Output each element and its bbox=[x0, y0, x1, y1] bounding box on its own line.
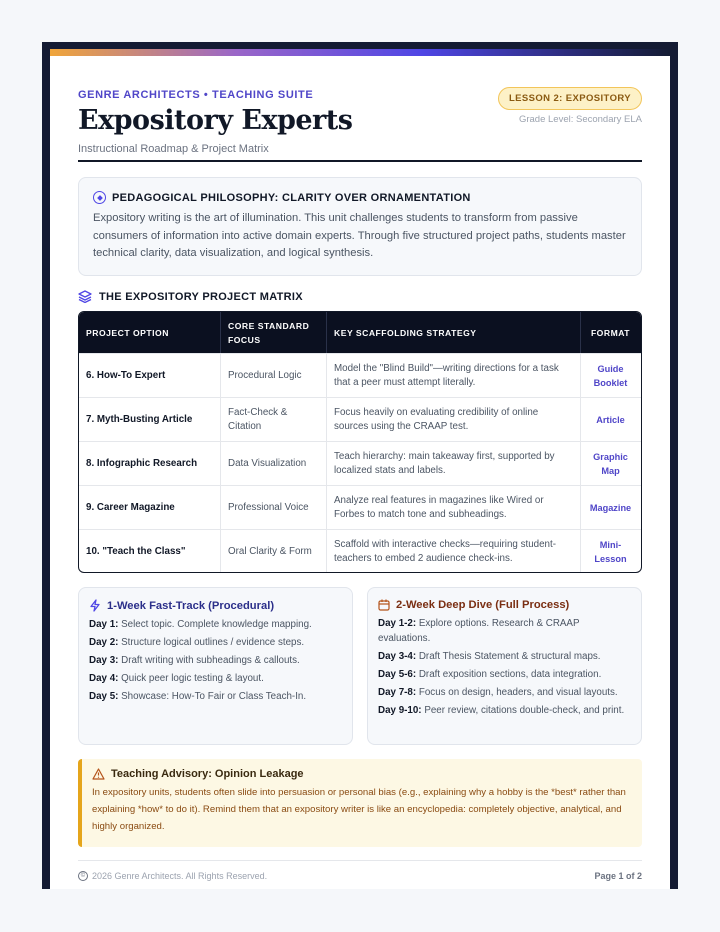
table-row bbox=[79, 529, 641, 573]
day-label: Day 3: bbox=[89, 655, 119, 666]
calendar-icon bbox=[378, 599, 390, 611]
table-header-row bbox=[79, 312, 641, 353]
teaching-advisory bbox=[78, 759, 642, 847]
deep-dive-title: 2-Week Deep Dive (Full Process) bbox=[396, 599, 570, 611]
format-label: Guide Booklet bbox=[593, 363, 628, 388]
day-task: Draft writing with subheadings & callouts. bbox=[121, 655, 300, 666]
day-task: Showcase: How-To Fair or Class Teach-In. bbox=[121, 691, 307, 702]
day-task: Quick peer logic testing & layout. bbox=[121, 673, 264, 684]
philosophy-body: Expository writing is the art of illumination. This unit challenges students to transform from passive consumers of information into active domain experts. Through five structured project paths, students master technical clarity, data visualization, and logical synthesis. bbox=[93, 212, 626, 259]
column-header: CORE STANDARD FOCUS bbox=[221, 312, 327, 353]
day-task: Peer review, citations double-check, and print. bbox=[424, 704, 625, 716]
advisory-title: Teaching Advisory: Opinion Leakage bbox=[111, 768, 304, 780]
project-option: 9. Career Magazine bbox=[79, 486, 221, 529]
matrix-heading-row bbox=[78, 290, 303, 303]
day-label: Day 4: bbox=[89, 673, 119, 684]
schedule-item bbox=[378, 617, 631, 646]
schedule-item bbox=[378, 704, 631, 719]
header-divider bbox=[78, 160, 642, 162]
scaffolding-strategy: Focus heavily on evaluating credibility of online sources using the CRAAP test. bbox=[327, 398, 581, 441]
gradient-top-bar bbox=[50, 49, 670, 56]
schedule-item bbox=[378, 668, 631, 683]
copyright bbox=[78, 871, 267, 881]
day-task: Draft exposition sections, data integration. bbox=[418, 668, 602, 680]
lightning-icon bbox=[89, 599, 101, 612]
schedule-item bbox=[89, 618, 342, 633]
day-label: Day 3-4: bbox=[378, 650, 417, 662]
page-subtitle: Instructional Roadmap & Project Matrix bbox=[78, 143, 269, 155]
grade-level: Grade Level: Secondary ELA bbox=[518, 114, 642, 125]
schedule-item bbox=[89, 690, 342, 705]
advisory-body: In expository units, students often slide into persuasion or personal bias (e.g., explaining why a hobby is the *best* rather than explaining *how* to do it). Remind them that an expository writer is like an encyclopedia: completely objective, analytical, and highly organized. bbox=[92, 787, 626, 832]
fast-track-title-row bbox=[89, 599, 342, 612]
day-task: Focus on design, headers, and visual layouts. bbox=[418, 686, 618, 698]
fast-track-plan bbox=[78, 587, 353, 745]
table-row bbox=[79, 485, 641, 529]
lesson-badge: LESSON 2: EXPOSITORY bbox=[498, 87, 642, 110]
format-label: Mini-Lesson bbox=[594, 539, 627, 564]
layers-icon bbox=[78, 290, 92, 303]
standard-focus: Fact-Check & Citation bbox=[221, 398, 327, 441]
schedule-item bbox=[89, 654, 342, 669]
table-row bbox=[79, 397, 641, 441]
footer-divider bbox=[78, 860, 642, 861]
column-header: KEY SCAFFOLDING STRATEGY bbox=[327, 312, 581, 353]
day-task: Explore options. Research & CRAAP evaluations. bbox=[378, 618, 580, 644]
project-option: 6. How-To Expert bbox=[79, 354, 221, 397]
format-label: Graphic Map bbox=[593, 451, 628, 476]
scaffolding-strategy: Analyze real features in magazines like Wired or Forbes to match tone and subheadings. bbox=[327, 486, 581, 529]
column-header: PROJECT OPTION bbox=[79, 312, 221, 353]
copyright-text: 2026 Genre Architects. All Rights Reserved. bbox=[92, 871, 268, 881]
schedule-item bbox=[89, 672, 342, 687]
scaffolding-strategy: Model the "Blind Build"—writing directions for a task that a peer must attempt literally. bbox=[327, 354, 581, 397]
project-option: 7. Myth-Busting Article bbox=[79, 398, 221, 441]
philosophy-box bbox=[78, 177, 642, 276]
day-label: Day 7-8: bbox=[378, 686, 417, 698]
fast-track-title: 1-Week Fast-Track (Procedural) bbox=[107, 599, 275, 612]
day-task: Draft Thesis Statement & structural maps. bbox=[418, 650, 601, 662]
standard-focus: Professional Voice bbox=[221, 486, 327, 529]
deep-dive-title-row bbox=[378, 599, 631, 611]
project-option: 10. "Teach the Class" bbox=[79, 530, 221, 573]
page-frame bbox=[42, 42, 678, 889]
page-title: Expository Experts bbox=[78, 105, 353, 136]
day-label: Day 1-2: bbox=[378, 618, 417, 629]
schedule-item bbox=[89, 636, 342, 651]
standard-focus: Oral Clarity & Form bbox=[221, 530, 327, 573]
compass-icon bbox=[93, 191, 106, 204]
format-label: Article bbox=[596, 414, 625, 425]
table-row bbox=[79, 353, 641, 397]
day-label: Day 1: bbox=[89, 619, 119, 630]
schedule-item bbox=[378, 650, 631, 665]
day-task: Select topic. Complete knowledge mapping. bbox=[121, 619, 312, 630]
document-page bbox=[50, 49, 670, 889]
column-header: FORMAT bbox=[590, 327, 631, 338]
philosophy-heading: PEDAGOGICAL PHILOSOPHY: CLARITY OVER ORNAMENTATION bbox=[112, 191, 471, 204]
deep-dive-plan bbox=[367, 587, 642, 745]
project-matrix-table bbox=[78, 311, 642, 573]
schedule-item bbox=[378, 686, 631, 701]
day-task: Structure logical outlines / evidence steps. bbox=[121, 637, 305, 648]
copyright-icon: © bbox=[78, 871, 88, 881]
standard-focus: Data Visualization bbox=[221, 442, 327, 485]
format-label: Magazine bbox=[589, 502, 632, 513]
project-option: 8. Infographic Research bbox=[79, 442, 221, 485]
standard-focus: Procedural Logic bbox=[221, 354, 327, 397]
day-label: Day 9-10: bbox=[378, 704, 422, 716]
day-label: Day 5: bbox=[89, 691, 119, 702]
advisory-title-row bbox=[92, 768, 632, 780]
warning-icon bbox=[92, 768, 105, 780]
day-label: Day 2: bbox=[89, 637, 119, 648]
scaffolding-strategy: Scaffold with interactive checks—requiring student-teachers to embed 2 audience check-ins. bbox=[327, 530, 581, 573]
page-number: Page 1 of 2 bbox=[594, 871, 642, 881]
suite-label: GENRE ARCHITECTS • TEACHING SUITE bbox=[78, 89, 314, 101]
scaffolding-strategy: Teach hierarchy: main takeaway first, supported by localized stats and labels. bbox=[327, 442, 581, 485]
matrix-heading: THE EXPOSITORY PROJECT MATRIX bbox=[99, 290, 303, 303]
table-row bbox=[79, 441, 641, 485]
philosophy-heading-row bbox=[93, 191, 627, 204]
day-label: Day 5-6: bbox=[378, 668, 417, 680]
